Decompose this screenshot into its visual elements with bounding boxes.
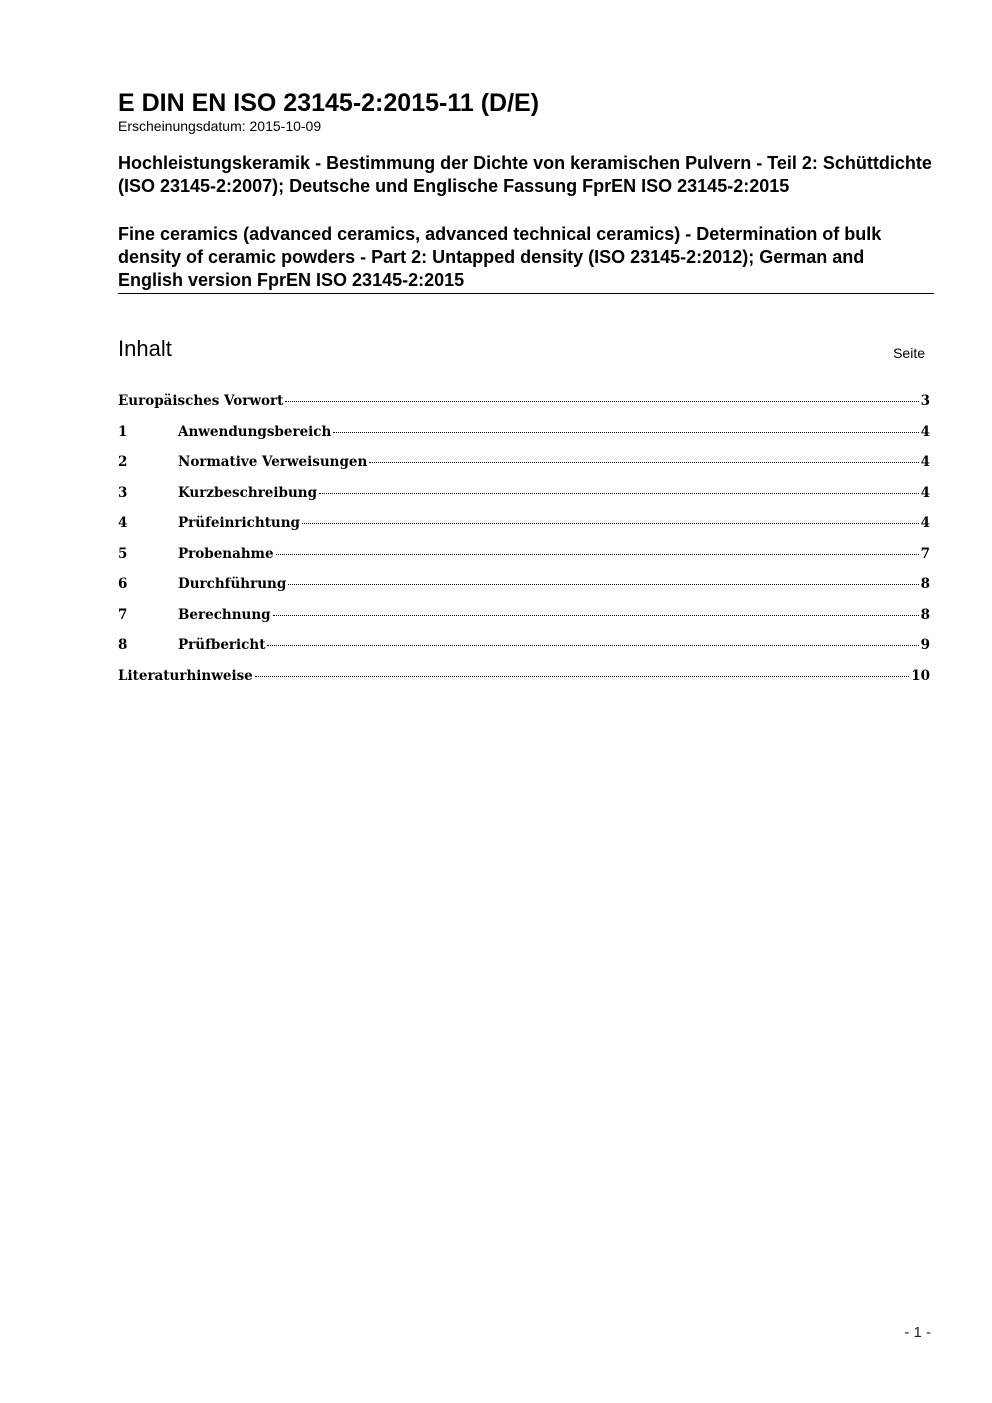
toc-entry-summary[interactable] xyxy=(118,484,930,515)
title-german: Hochleistungskeramik - Bestimmung der Dichte von keramischen Pulvern - Teil 2: Schüttdichte (ISO 23145-2:2007); Deutsche und Englische Fassung FprEN ISO 23145-2:2015 xyxy=(118,153,932,196)
toc-entry-label: Prüfeinrichtung xyxy=(178,515,301,531)
toc-entry-number: 3 xyxy=(118,484,128,501)
table-of-contents xyxy=(118,392,934,697)
toc-entry-label: Probenahme xyxy=(178,545,274,562)
toc-entry-number: 8 xyxy=(118,637,128,653)
footer-page-number: - 1 - xyxy=(904,1324,931,1341)
toc-entry-label: Normative Verweisungen xyxy=(178,454,368,470)
toc-entry-page: 7 xyxy=(920,545,930,562)
toc-leader-dots xyxy=(276,554,919,555)
toc-page-column-label: Seite xyxy=(893,345,925,361)
toc-header xyxy=(118,336,934,362)
toc-entry-label: Kurzbeschreibung xyxy=(178,484,318,501)
toc-entry-page: 4 xyxy=(920,423,930,440)
toc-entry-page: 4 xyxy=(920,515,930,531)
toc-entry-number: 5 xyxy=(118,545,128,562)
toc-entry-page: 3 xyxy=(920,393,930,409)
toc-leader-dots xyxy=(369,462,918,463)
document-page xyxy=(118,88,934,697)
toc-leader-dots xyxy=(285,401,918,402)
toc-leader-dots xyxy=(333,432,918,433)
toc-leader-dots xyxy=(319,493,919,494)
toc-entry-page: 8 xyxy=(920,606,930,623)
toc-entry-normative-references[interactable] xyxy=(118,453,930,484)
toc-leader-dots xyxy=(288,584,918,585)
toc-leader-dots xyxy=(267,645,918,646)
toc-entry-foreword[interactable] xyxy=(118,392,930,423)
document-number: E DIN EN ISO 23145-2:2015-11 (D/E) xyxy=(118,89,540,117)
toc-entry-test-report[interactable] xyxy=(118,636,930,667)
toc-leader-dots xyxy=(302,523,919,524)
toc-entry-sampling[interactable] xyxy=(118,545,930,576)
toc-entry-page: 8 xyxy=(920,576,930,592)
toc-entry-apparatus[interactable] xyxy=(118,514,930,545)
toc-entry-scope[interactable] xyxy=(118,423,930,454)
toc-entry-number: 1 xyxy=(118,423,128,440)
toc-leader-dots xyxy=(255,676,909,677)
toc-leader-dots xyxy=(273,615,919,616)
toc-entry-label: Europäisches Vorwort xyxy=(118,393,284,409)
toc-entry-page: 4 xyxy=(920,484,930,501)
toc-entry-calculation[interactable] xyxy=(118,606,930,637)
toc-entry-label: Durchführung xyxy=(178,576,287,592)
toc-entry-label: Anwendungsbereich xyxy=(178,423,332,440)
toc-entry-number: 6 xyxy=(118,576,128,592)
toc-entry-procedure[interactable] xyxy=(118,575,930,606)
toc-entry-page: 9 xyxy=(920,637,930,653)
title-english: Fine ceramics (advanced ceramics, advanced technical ceramics) - Determination of bulk density of ceramic powders - Part 2: Untapped density (ISO 23145-2:2012); German and English version FprEN ISO 23145-2:2015 xyxy=(118,223,934,294)
toc-entry-page: 10 xyxy=(911,667,930,684)
toc-entry-number: 7 xyxy=(118,606,128,623)
toc-entry-number: 2 xyxy=(118,454,128,470)
publication-date: Erscheinungsdatum: 2015-10-09 xyxy=(118,118,322,134)
toc-entry-page: 4 xyxy=(920,454,930,470)
toc-title: Inhalt xyxy=(118,336,172,361)
toc-entry-label: Berechnung xyxy=(178,606,271,623)
toc-entry-label: Prüfbericht xyxy=(178,637,266,653)
toc-entry-bibliography[interactable] xyxy=(118,667,930,698)
toc-entry-label: Literaturhinweise xyxy=(118,667,253,684)
toc-entry-number: 4 xyxy=(118,515,128,531)
